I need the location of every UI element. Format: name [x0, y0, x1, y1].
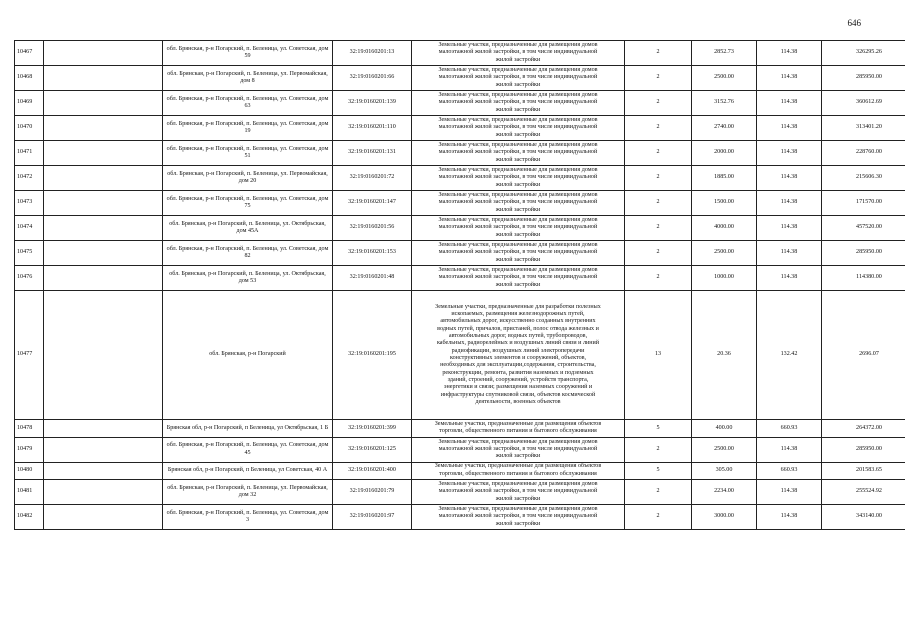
specific-value-cell: 114.38 — [757, 116, 822, 141]
cadastral-number-cell: 32:19:0160201:72 — [333, 166, 412, 191]
land-use-cell — [412, 166, 625, 191]
specific-value-cell: 114.38 — [757, 505, 822, 530]
specific-value-cell: 114.38 — [757, 66, 822, 91]
land-use-text: Земельные участки, предназначенные для размещения домов малоэтажной жилой застройки, в том числе индивидуальной жилой застройки — [438, 167, 598, 188]
land-use-text: Земельные участки, предназначенные для размещения домов малоэтажной жилой застройки, в том числе индивидуальной жилой застройки — [438, 242, 598, 263]
land-use-cell — [412, 91, 625, 116]
cadastral-value-cell: 285950.00 — [822, 66, 905, 91]
empty-cell — [44, 437, 163, 462]
address-cell: обл. Брянская, р-н Погарский, п. Беленица, ул. Советская, дом 3 — [163, 505, 333, 530]
cadastral-number-cell: 32:19:0160201:66 — [333, 66, 412, 91]
cadastral-number-cell: 32:19:0160201:79 — [333, 480, 412, 505]
area-cell: 20.36 — [692, 291, 757, 420]
category-code-cell: 2 — [625, 66, 692, 91]
record-number: 10472 — [15, 166, 44, 191]
specific-value-cell: 114.38 — [757, 437, 822, 462]
address-cell: обл. Брянская, р-н Погарский, п. Беленица, ул. Октябрьская, дом 45А — [163, 216, 333, 241]
land-use-text: Земельные участки, предназначенные для размещения домов малоэтажной жилой застройки, в том числе индивидуальной жилой застройки — [438, 438, 598, 460]
category-code-cell: 2 — [625, 116, 692, 141]
address-cell: обл. Брянская, р-н Погарский, п. Беленица, ул. Советская, дом 19 — [163, 116, 333, 141]
cadastral-value-cell: 201583.65 — [822, 462, 905, 480]
empty-cell — [44, 420, 163, 438]
empty-cell — [44, 91, 163, 116]
cadastral-value-cell: 360612.69 — [822, 91, 905, 116]
table-row — [15, 216, 905, 241]
record-number: 10470 — [15, 116, 44, 141]
category-code-cell: 13 — [625, 291, 692, 420]
cadastral-number-cell: 32:19:0160201:153 — [333, 241, 412, 266]
cadastral-number-cell: 32:19:0160201:48 — [333, 266, 412, 291]
land-use-cell — [412, 480, 625, 505]
area-cell: 1500.00 — [692, 191, 757, 216]
specific-value-cell: 114.38 — [757, 241, 822, 266]
table-row — [15, 141, 905, 166]
area-cell: 2500.00 — [692, 437, 757, 462]
empty-cell — [44, 462, 163, 480]
land-use-text: Земельные участки, предназначенные для размещения домов малоэтажной жилой застройки, в том числе индивидуальной жилой застройки — [438, 92, 598, 113]
category-code-cell: 2 — [625, 480, 692, 505]
table-row — [15, 266, 905, 291]
category-code-cell: 2 — [625, 216, 692, 241]
record-number: 10478 — [15, 420, 44, 438]
record-number: 10477 — [15, 291, 44, 420]
specific-value-cell: 114.38 — [757, 41, 822, 66]
address-cell: обл. Брянская, р-н Погарский, п. Беленица, ул. Советская, дом 59 — [163, 41, 333, 66]
record-number: 10475 — [15, 241, 44, 266]
address-cell: обл. Брянская, р-н Погарский, п. Беленица, ул. Первомайская, дом 32 — [163, 480, 333, 505]
address-cell: обл. Брянская, р-н Погарский, п. Беленица, ул. Советская, дом 45 — [163, 437, 333, 462]
table-row — [15, 291, 905, 420]
specific-value-cell: 114.38 — [757, 216, 822, 241]
cadastral-number-cell: 32:19:0160201:147 — [333, 191, 412, 216]
empty-cell — [44, 66, 163, 91]
address-cell: Брянская обл, р-н Погарский, п Беленица, ул Советская, 40 А — [163, 462, 333, 480]
land-use-cell — [412, 462, 625, 480]
category-code-cell: 2 — [625, 141, 692, 166]
record-number: 10467 — [15, 41, 44, 66]
cadastral-number-cell: 32:19:0160201:399 — [333, 420, 412, 438]
area-cell: 305.00 — [692, 462, 757, 480]
category-code-cell: 2 — [625, 166, 692, 191]
land-use-cell — [412, 191, 625, 216]
category-code-cell: 5 — [625, 420, 692, 438]
land-use-cell — [412, 420, 625, 438]
cadastral-value-cell: 255524.92 — [822, 480, 905, 505]
category-code-cell: 2 — [625, 191, 692, 216]
page-number: 646 — [847, 18, 861, 28]
table-row — [15, 41, 905, 66]
record-number: 10481 — [15, 480, 44, 505]
land-use-cell — [412, 216, 625, 241]
address-cell: обл. Брянская, р-н Погарский, п. Беленица, ул. Советская, дом 51 — [163, 141, 333, 166]
empty-cell — [44, 216, 163, 241]
land-use-cell — [412, 66, 625, 91]
area-cell: 2000.00 — [692, 141, 757, 166]
specific-value-cell: 114.38 — [757, 91, 822, 116]
address-cell: обл. Брянская, р-н Погарский, п. Беленица, ул. Первомайская, дом 20 — [163, 166, 333, 191]
category-code-cell: 5 — [625, 462, 692, 480]
area-cell: 2500.00 — [692, 241, 757, 266]
record-number: 10482 — [15, 505, 44, 530]
record-number: 10469 — [15, 91, 44, 116]
address-cell: Брянская обл, р-н Погарский, п Беленица, ул Октябрьская, 1 Б — [163, 420, 333, 438]
cadastral-value-cell: 264372.00 — [822, 420, 905, 438]
specific-value-cell: 114.38 — [757, 166, 822, 191]
specific-value-cell: 114.38 — [757, 141, 822, 166]
category-code-cell: 2 — [625, 266, 692, 291]
specific-value-cell: 114.38 — [757, 266, 822, 291]
cadastral-number-cell: 32:19:0160201:56 — [333, 216, 412, 241]
empty-cell — [44, 166, 163, 191]
record-number: 10474 — [15, 216, 44, 241]
table-row — [15, 191, 905, 216]
area-cell: 3152.76 — [692, 91, 757, 116]
specific-value-cell: 660.93 — [757, 462, 822, 480]
specific-value-cell: 660.93 — [757, 420, 822, 438]
cadastral-value-cell: 228760.00 — [822, 141, 905, 166]
cadastral-number-cell: 32:19:0160201:125 — [333, 437, 412, 462]
category-code-cell: 2 — [625, 41, 692, 66]
address-cell: обл. Брянская, р-н Погарский — [163, 291, 333, 420]
cadastral-number-cell: 32:19:0160201:13 — [333, 41, 412, 66]
land-use-text: Земельные участки, предназначенные для размещения домов малоэтажной жилой застройки, в том числе индивидуальной жилой застройки — [438, 67, 598, 88]
cadastral-value-cell: 2696.07 — [822, 291, 905, 420]
cadastral-value-cell: 285950.00 — [822, 241, 905, 266]
table-row — [15, 116, 905, 141]
cadastral-number-cell: 32:19:0160201:97 — [333, 505, 412, 530]
empty-cell — [44, 116, 163, 141]
specific-value-cell: 132.42 — [757, 291, 822, 420]
area-cell: 2852.73 — [692, 41, 757, 66]
land-use-text: Земельные участки, предназначенные для размещения домов малоэтажной жилой застройки, в том числе индивидуальной жилой застройки — [438, 117, 598, 138]
land-use-text: Земельные участки, предназначенные для размещения домов малоэтажной жилой застройки, в том числе индивидуальной жилой застройки — [438, 481, 598, 502]
cadastral-value-cell: 343140.00 — [822, 505, 905, 530]
table-row — [15, 66, 905, 91]
specific-value-cell: 114.38 — [757, 480, 822, 505]
address-cell: обл. Брянская, р-н Погарский, п. Беленица, ул. Октябрьская, дом 53 — [163, 266, 333, 291]
area-cell: 3000.00 — [692, 505, 757, 530]
land-use-cell — [412, 241, 625, 266]
land-use-cell — [412, 41, 625, 66]
area-cell: 2234.00 — [692, 480, 757, 505]
record-number: 10473 — [15, 191, 44, 216]
land-use-text: Земельные участки, предназначенные для размещения домов малоэтажной жилой застройки, в том числе индивидуальной жилой застройки — [438, 267, 598, 288]
address-cell: обл. Брянская, р-н Погарский, п. Беленица, ул. Советская, дом 63 — [163, 91, 333, 116]
record-number: 10479 — [15, 437, 44, 462]
table-row — [15, 91, 905, 116]
area-cell: 1000.00 — [692, 266, 757, 291]
cadastral-number-cell: 32:19:0160201:195 — [333, 291, 412, 420]
specific-value-cell: 114.38 — [757, 191, 822, 216]
cadastral-number-cell: 32:19:0160201:131 — [333, 141, 412, 166]
record-number: 10468 — [15, 66, 44, 91]
land-use-cell — [412, 141, 625, 166]
land-use-cell — [412, 437, 625, 462]
cadastral-value-cell: 457520.00 — [822, 216, 905, 241]
table-body — [15, 41, 905, 530]
area-cell: 2500.00 — [692, 66, 757, 91]
empty-cell — [44, 291, 163, 420]
table-row — [15, 420, 905, 438]
empty-cell — [44, 41, 163, 66]
land-use-cell — [412, 291, 625, 420]
record-number: 10476 — [15, 266, 44, 291]
table-row — [15, 462, 905, 480]
area-cell: 4000.00 — [692, 216, 757, 241]
area-cell: 2740.00 — [692, 116, 757, 141]
category-code-cell: 2 — [625, 91, 692, 116]
category-code-cell: 2 — [625, 437, 692, 462]
cadastral-number-cell: 32:19:0160201:400 — [333, 462, 412, 480]
table-row — [15, 480, 905, 505]
empty-cell — [44, 191, 163, 216]
cadastral-value-cell: 326295.26 — [822, 41, 905, 66]
record-number: 10471 — [15, 141, 44, 166]
area-cell: 400.00 — [692, 420, 757, 438]
land-use-text: Земельные участки, предназначенные для размещения домов малоэтажной жилой застройки, в том числе индивидуальной жилой застройки — [438, 192, 598, 213]
cadastral-value-table — [14, 40, 905, 530]
category-code-cell: 2 — [625, 241, 692, 266]
empty-cell — [44, 266, 163, 291]
cadastral-value-cell: 313401.20 — [822, 116, 905, 141]
empty-cell — [44, 141, 163, 166]
land-use-text: Земельные участки, предназначенные для размещения объектов торговли, общественного питания и бытового обслуживания — [434, 420, 602, 435]
land-use-cell — [412, 266, 625, 291]
address-cell: обл. Брянская, р-н Погарский, п. Беленица, ул. Советская, дом 82 — [163, 241, 333, 266]
empty-cell — [44, 480, 163, 505]
category-code-cell: 2 — [625, 505, 692, 530]
cadastral-value-cell: 215606.30 — [822, 166, 905, 191]
land-use-cell — [412, 505, 625, 530]
area-cell: 1885.00 — [692, 166, 757, 191]
land-use-text: Земельные участки, предназначенные для размещения домов малоэтажной жилой застройки, в том числе индивидуальной жилой застройки — [438, 42, 598, 63]
empty-cell — [44, 505, 163, 530]
cadastral-value-cell: 171570.00 — [822, 191, 905, 216]
cadastral-number-cell: 32:19:0160201:139 — [333, 91, 412, 116]
land-use-text: Земельные участки, предназначенные для разработки полезных ископаемых, размещения железнодорожных путей, автомобильных дорог, искусственно созданных внутренних водных путей, причалов, пристаней, полос отвода железных и автомобильных дорог, водных путей, трубопроводов, кабельных, радиорелейных и воздушных линий связи и линий радиофикации, воздушных линий электропередачи конструктивных элементов и сооружений, объектов, необходимых для эксплуатации,содержания, строительства, реконструкции, ремонта, развития наземных и подземных зданий, строений, сооружений, устройств транспорта, энергетики и связи; размещения наземных сооружений и инфраструктуры спутниковой связи, объектов космической деятельности, военных объектов — [435, 303, 601, 405]
table-row — [15, 505, 905, 530]
land-use-text: Земельные участки, предназначенные для размещения объектов торговли, общественного питания и бытового обслуживания — [434, 463, 602, 477]
table-row — [15, 241, 905, 266]
table-row — [15, 437, 905, 462]
land-use-text: Земельные участки, предназначенные для размещения домов малоэтажной жилой застройки, в том числе индивидуальной жилой застройки — [438, 142, 598, 163]
empty-cell — [44, 241, 163, 266]
land-use-cell — [412, 116, 625, 141]
address-cell: обл. Брянская, р-н Погарский, п. Беленица, ул. Советская, дом 75 — [163, 191, 333, 216]
land-use-text: Земельные участки, предназначенные для размещения домов малоэтажной жилой застройки, в том числе индивидуальной жилой застройки — [438, 217, 598, 238]
record-number: 10480 — [15, 462, 44, 480]
cadastral-number-cell: 32:19:0160201:110 — [333, 116, 412, 141]
land-use-text: Земельные участки, предназначенные для размещения домов малоэтажной жилой застройки, в том числе индивидуальной жилой застройки — [438, 506, 598, 527]
cadastral-value-cell: 114380.00 — [822, 266, 905, 291]
cadastral-value-cell: 285950.00 — [822, 437, 905, 462]
table-row — [15, 166, 905, 191]
address-cell: обл. Брянская, р-н Погарский, п. Беленица, ул. Первомайская, дом 8 — [163, 66, 333, 91]
